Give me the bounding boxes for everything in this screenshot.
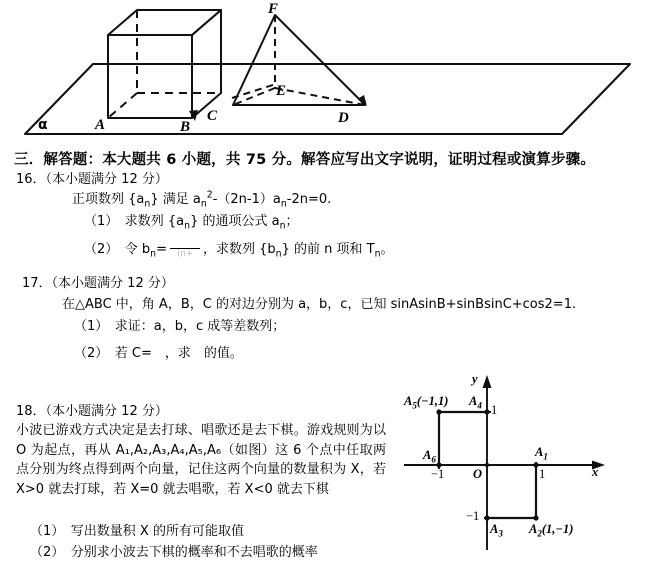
vertex-label-f: F: [268, 1, 279, 17]
coordinate-figure: [396, 372, 658, 562]
problem-18-body: 小波已游戏方式决定是去打球、唱歌还是去下棋。游戏规则为以 O 为起点，再从 A₁,A₂,A₃,A₄,A₅,A₆（如图）这 6 个点中任取两点分别为终点得到两个向量，记住这两个向量的数量积为 X，若 X>0 就去打球，若 X=0 就去唱歌，若 X<0 就去下棋: [16, 423, 386, 497]
point-label-a1: $A_1$: [535, 445, 548, 462]
vertex-label-c: C: [207, 108, 218, 124]
point-label-a3: $A_3$: [490, 522, 503, 539]
problem-18-number: 18．（本小题满分 12 分）: [16, 404, 168, 419]
axis-label-y: y: [472, 372, 478, 386]
problem-16-part-1: [84, 210, 299, 232]
problem-16-part-2-prefix: （2） 令 $b_n=$: [84, 242, 167, 260]
problem-16-number: 16．（本小题满分 12 分）: [16, 172, 168, 187]
problem-17-part-1: （1） 求证：a，b，c 成等差数列；: [74, 319, 286, 334]
problem-16-fraction: [170, 237, 200, 260]
tick-label-y-neg1: −1: [466, 509, 480, 523]
point-label-a5: $A_5(-1,1)$: [404, 394, 449, 411]
problem-17-part-2: （2） 若 C= ，求 的值。: [74, 346, 243, 361]
problem-16-part-2: [84, 238, 394, 261]
point-label-a6: $A_6$: [423, 448, 436, 465]
problem-16-stem-text: 正项数列 $\{a_n\}$ 满足 $a_n^2-(2n-1)a_n-2n=0$.: [72, 189, 332, 210]
vertex-label-e: E: [276, 83, 287, 99]
problem-16-part-2-suffix: ，求数列 $\{b_n\}$ 的前 n 项和 $T_n$。: [203, 242, 394, 260]
problem-18-part-2: （2） 分别求小波去下棋的概率和不去唱歌的概率: [30, 545, 318, 560]
tick-label-y-pos1: 1: [491, 403, 498, 417]
problem-17-number: 17．（本小题满分 12 分）: [22, 276, 174, 291]
axis-label-x: x: [592, 465, 599, 479]
fraction-denominator: (n+: [177, 249, 193, 259]
vertex-label-a: A: [95, 117, 106, 133]
problem-16-stem: [72, 188, 331, 210]
section-heading: 三．解答题：本大题共 6 小题，共 75 分。解答应写出文字说明，证明过程或演算步骤。: [14, 152, 596, 168]
fraction-numerator: [170, 237, 200, 248]
vertex-label-d: D: [338, 110, 349, 126]
geometry-figure: [0, 0, 666, 145]
problem-18-part-1: （1） 写出数量积 X 的所有可能取值: [30, 524, 244, 539]
problem-17-stem: 在△ABC 中，角 A，B，C 的对边分别为 a，b，c，已知 sinAsinB+sinBsinC+cos2=1.: [62, 297, 577, 312]
tick-label-x-pos1: 1: [539, 467, 546, 481]
vertex-label-b: B: [180, 119, 191, 135]
point-label-a4: $A_4$: [469, 394, 482, 411]
problem-16-part-1-text: （1） 求数列 $\{a_n\}$ 的通项公式 $a_n$；: [84, 214, 299, 232]
origin-label: O: [473, 467, 483, 481]
plane-label-alpha: α: [38, 117, 48, 133]
tick-label-x-neg1: −1: [431, 467, 445, 481]
point-label-a2: $A_2(1,-1)$: [529, 522, 574, 539]
